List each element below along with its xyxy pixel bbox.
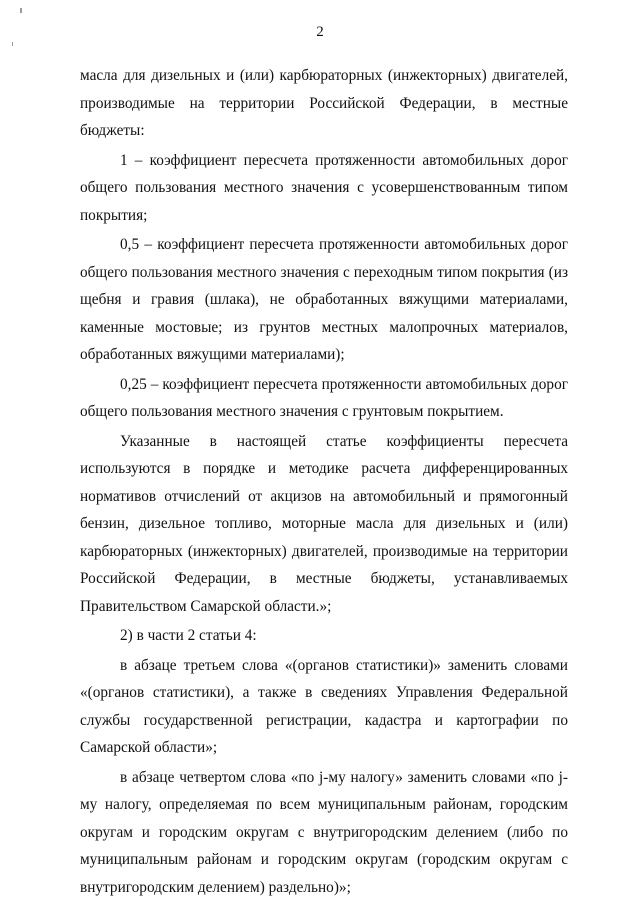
paragraph: 1 – коэффициент пересчета протяженности автомобильных дорог общего пользования местного значения с усовершенствованным типом покрытия; [80, 151, 568, 224]
page-number: 2 [316, 24, 324, 40]
paragraph: масла для дизельных и (или) карбюраторных (инжекторных) двигателей, производимые на территории Российской Федерации, в местные бюджеты: [80, 67, 568, 139]
paragraph: Указанные в настоящей статье коэффициенты пересчета используются в порядке и методике расчета дифференцированных нормативов отчислений от акцизов на автомобильный и прямогонный бензин, дизельное топливо, моторные масла для дизельных и (или) карбюраторных (инжекторных) двигателей, производимые на территории Российской Федерации, в местные бюджеты, устанавливаемых Правительством Самарской области.»; [80, 432, 568, 615]
paragraph: 2) в части 2 статьи 4: [120, 627, 257, 644]
paragraph: 0,5 – коэффициент пересчета протяженности автомобильных дорог общего пользования местного значения с переходным типом покрытия (из щебня и гравия (шлака), не обработанных вяжущими материалами, каменные мостовые; из грунтов местных малопрочных материалов, обработанных вяжущими материалами); [80, 236, 568, 363]
paragraph: 0,25 – коэффициент пересчета протяженности автомобильных дорог общего пользования местного значения с грунтовым покрытием. [80, 375, 568, 420]
paragraph: в абзаце четвертом слова «по j-му налогу» заменить словами «по j-му налогу, определяемая по всем муниципальным районам, городским округам и городским округам с внутригородским делением (либо по муниципальным районам и городским округам (городским округам с внутригородским делением) раздельно)»; [80, 768, 568, 896]
document-body [80, 62, 568, 903]
scan-mark [12, 42, 13, 46]
scan-mark [20, 8, 22, 13]
paragraph: в абзаце третьем слова «(органов статистики)» заменить словами «(органов статистики), а также в сведениях Управления Федеральной службы государственной регистрации, кадастра и картографии по Самарской области»; [80, 656, 568, 756]
